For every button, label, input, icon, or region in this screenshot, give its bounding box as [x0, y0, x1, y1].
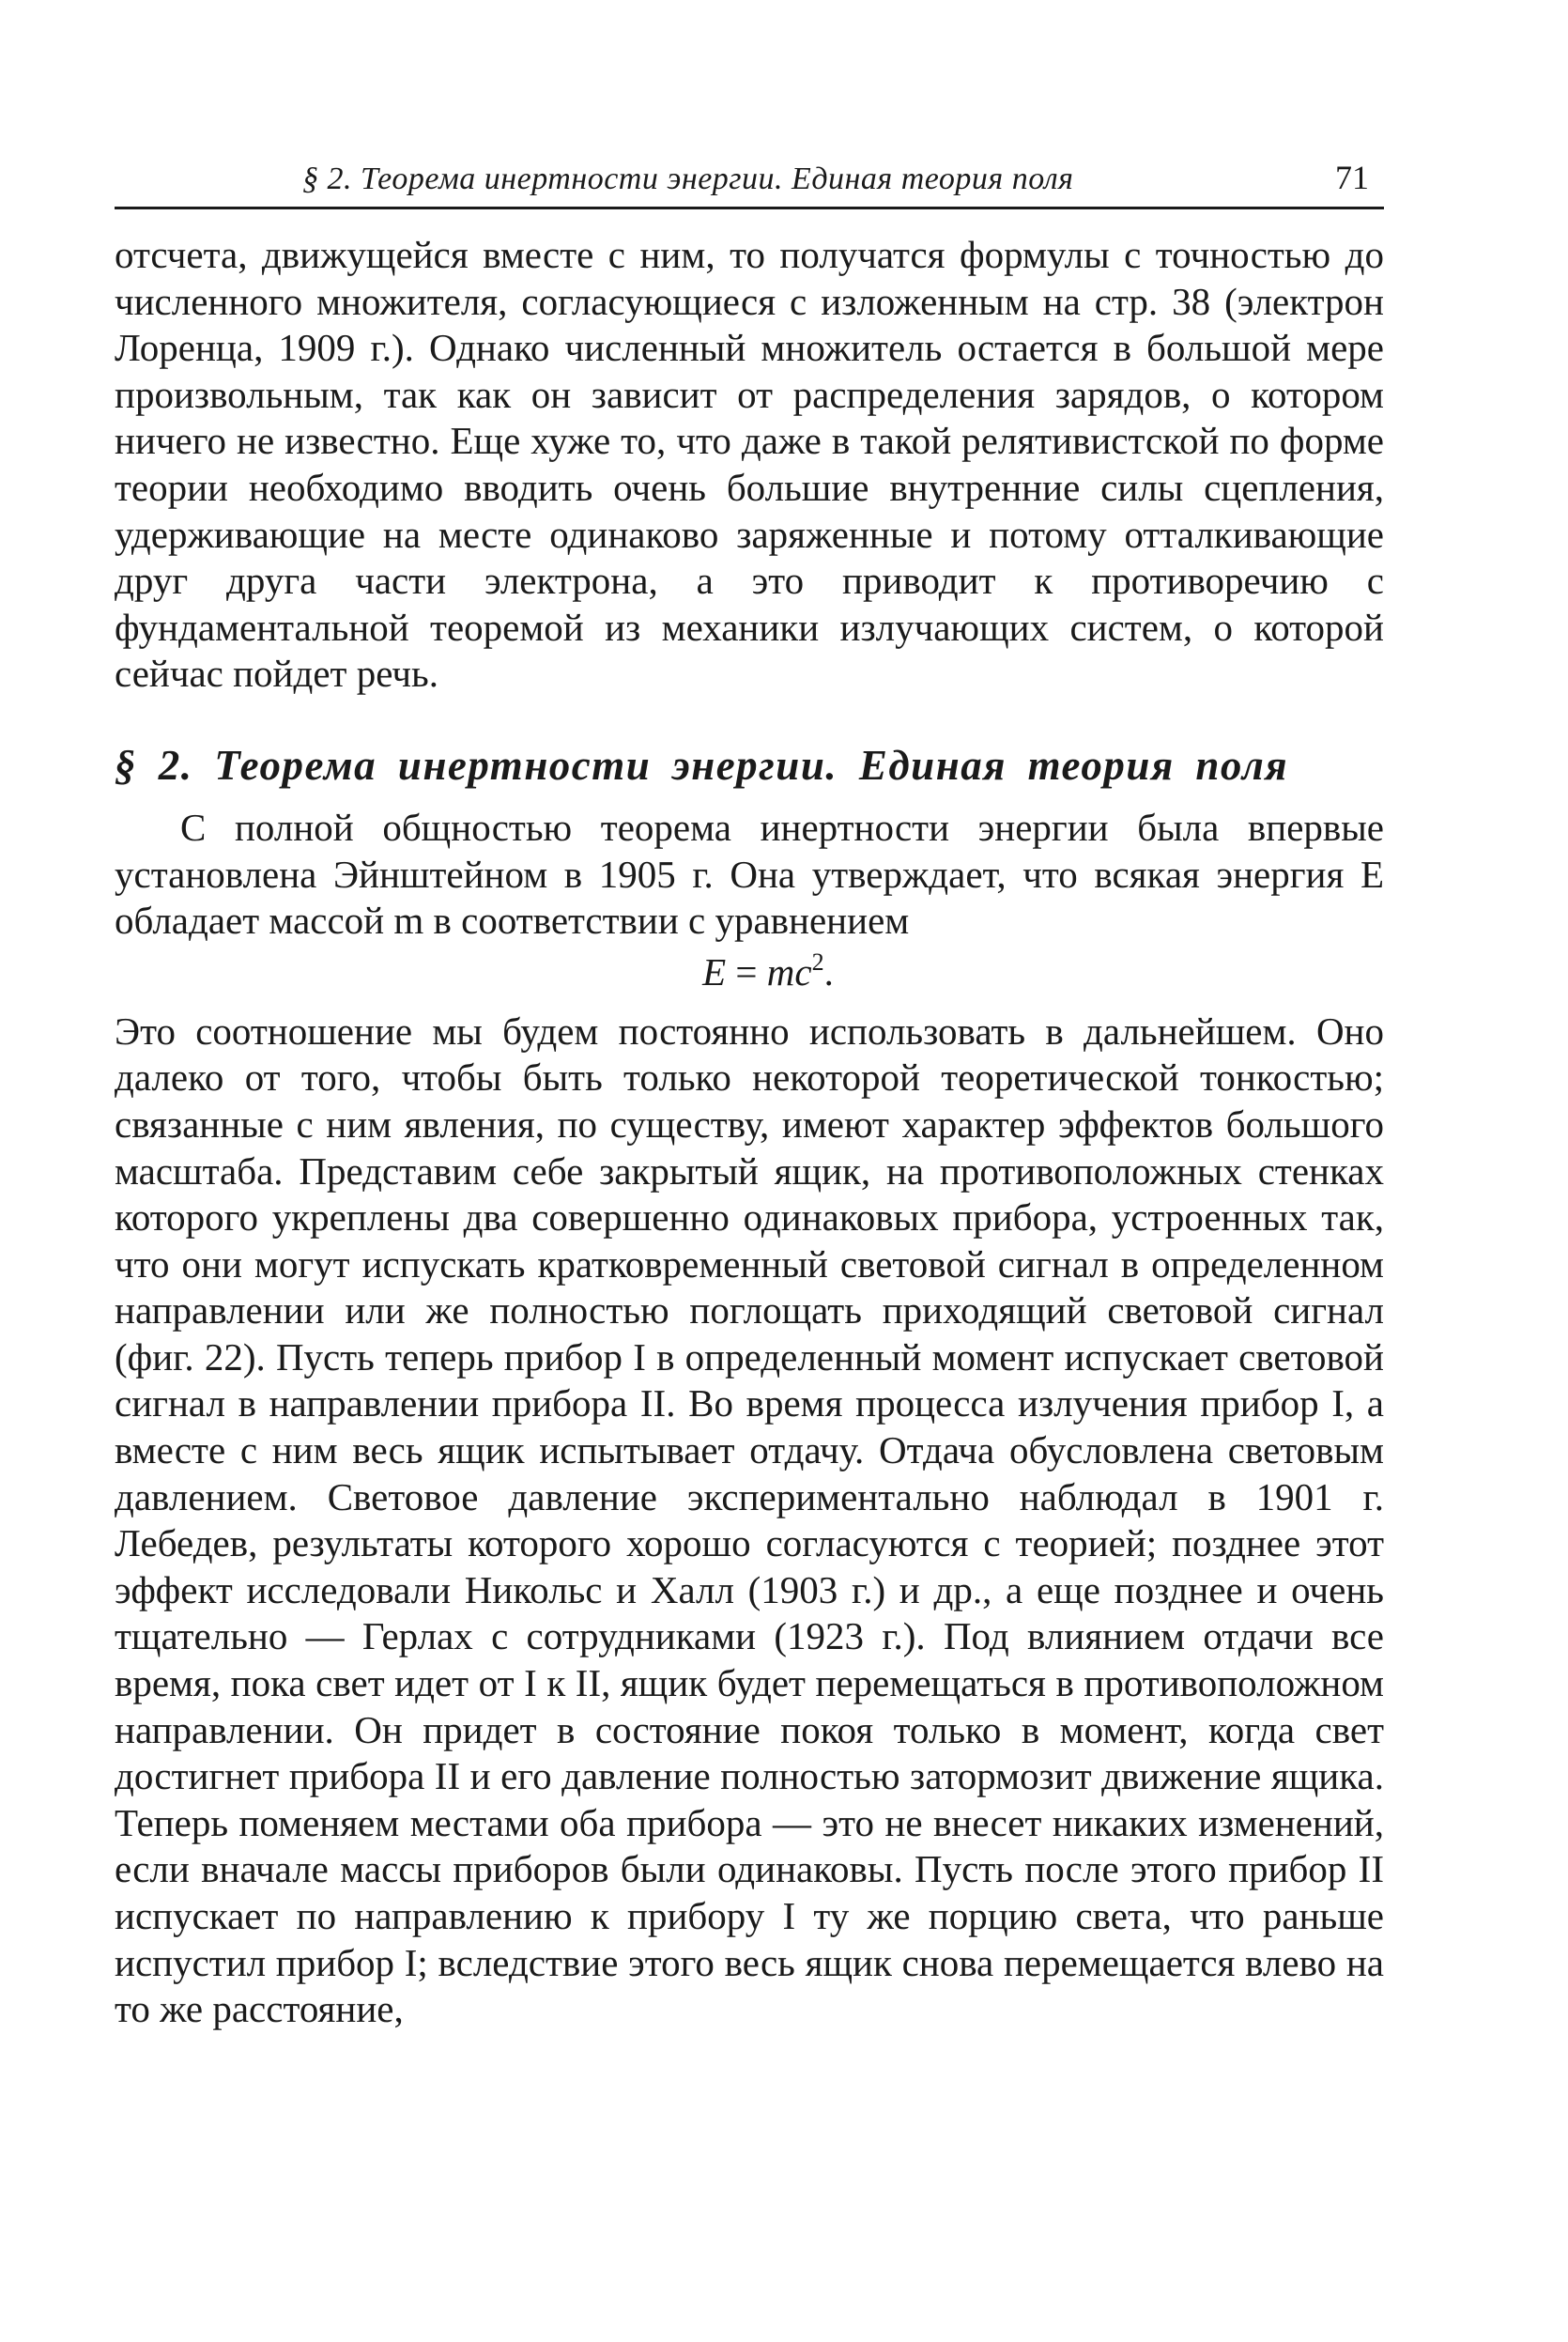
equation-exponent: 2 [811, 948, 824, 976]
equation-mass-energy [115, 948, 1384, 995]
equation-period: . [823, 949, 834, 994]
running-header [115, 150, 1384, 209]
paragraph-intro: С полной общностью теорема инертности энергии была впервые установлена Эйнштейном в 1905 г. Она утверждает, что всякая энергия E обладает массой m в соответствии с уравнением [115, 805, 1384, 943]
equation-lhs: E [702, 949, 727, 994]
paragraph-continuation: отсчета, движущейся вместе с ним, то получатся формулы с точностью до численного множителя, согласующиеся с изложенным на стр. 38 (электрон Лоренца, 1909 г.). Однако численный множитель остается в большой мере произвольным, так как он зависит от распределения зарядов, о котором ничего не известно. Еще хуже то, что даже в такой релятивистской по форме теории необходимо вводить очень большие внутренние силы сцепления, удерживающие на месте одинаково заряженные и потому отталкивающие друг друга части электрона, а это приводит к противоречию с фундаментальной теоремой из механики излучающих систем, о которой сейчас пойдет речь. [115, 233, 1384, 696]
paragraph-main: Это соотношение мы будем постоянно использовать в дальнейшем. Оно далеко от того, чтобы быть только некоторой теоретической тонкостью; связанные с ним явления, по существу, имеют характер эффектов большого масштаба. Представим себе закрытый ящик, на противоположных стенках которого укреплены два совершенно одинаковых прибора, устроенных так, что они могут испускать кратковременный световой сигнал в определенном направлении или же полностью поглощать приходящий световой сигнал (фиг. 22). Пусть теперь прибор I в определенный момент испускает световой сигнал в направлении прибора II. Во время процесса излучения прибор I, а вместе с ним весь ящик испытывает отдачу. Отдача обусловлена световым давлением. Световое давление экспериментально наблюдал в 1901 г. Лебедев, результаты которого хорошо согласуются с теорией; позднее этот эффект исследовали Никольс и Халл (1903 г.) и др., а еще позднее и очень тщательно — Герлах с сотрудниками (1923 г.). Под влиянием отдачи все время, пока свет идет от I к II, ящик будет перемещаться в противоположном направлении. Он придет в состояние покоя только в момент, когда свет достигнет прибора II и его давление полностью затормозит движение ящика. Теперь поменяем местами оба прибора — это не внесет никаких изменений, если вначале массы приборов были одинаковы. Пусть после этого прибор II испускает по направлению к прибору I ту же порцию света, что раньше испустил прибор I; вследствие этого весь ящик снова перемещается влево на то же расстояние, [115, 1009, 1384, 2031]
book-page [115, 150, 1384, 2033]
page-number: 71 [1335, 159, 1369, 196]
equation-equals: = [726, 949, 767, 994]
equation-rhs: mc [766, 949, 812, 994]
section-heading: § 2. Теорема инертности энергии. Единая теория поля [115, 741, 1289, 789]
running-title: § 2. Теорема инертности энергии. Единая теория поля [302, 162, 1074, 196]
